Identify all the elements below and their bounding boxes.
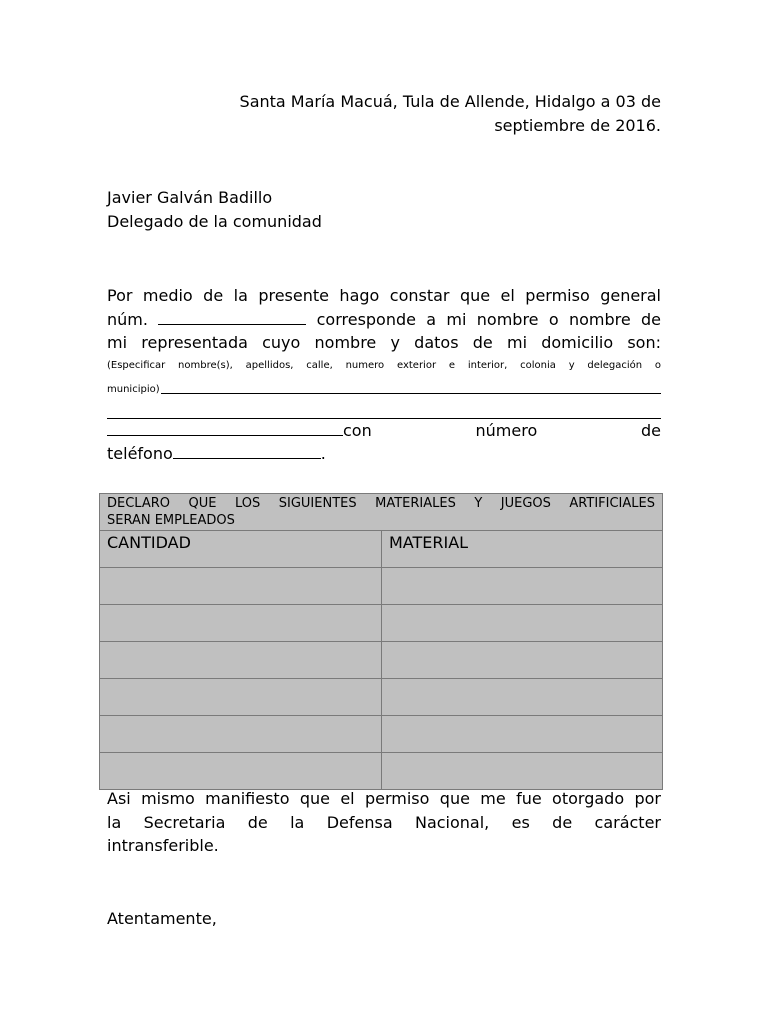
addressee-role: Delegado de la comunidad — [107, 211, 322, 231]
table-row — [100, 716, 663, 753]
table-row — [100, 753, 663, 790]
body-line-1: Por medio de la presente hago constar que el permiso general — [107, 286, 661, 305]
numero-label: número — [475, 420, 538, 440]
table-caption — [100, 494, 663, 531]
phone-line — [107, 419, 661, 443]
body-line-3: mi representada cuyo nombre y datos de mi domicilio son: — [107, 333, 661, 352]
permit-number-blank[interactable] — [158, 310, 306, 325]
table-row — [100, 568, 663, 605]
address-blank-1[interactable] — [161, 393, 661, 394]
telefono-label: teléfono — [107, 444, 173, 463]
material-cell[interactable] — [382, 716, 663, 753]
cantidad-cell[interactable] — [100, 568, 382, 605]
closing-line-3: intransferible. — [107, 836, 219, 855]
table-row — [100, 679, 663, 716]
address-blank-3[interactable] — [107, 421, 343, 436]
signoff: Atentamente, — [107, 909, 217, 928]
date-line-1: Santa María Macuá, Tula de Allende, Hidalgo a 03 de — [239, 92, 661, 111]
permit-number-label: núm. — [107, 309, 148, 329]
cantidad-cell[interactable] — [100, 716, 382, 753]
body-line-2-suffix: corresponde a mi nombre o nombre de — [316, 309, 661, 329]
cantidad-cell[interactable] — [100, 753, 382, 790]
column-header-material: MATERIAL — [382, 531, 663, 568]
specify-instruction-line-2 — [107, 372, 661, 396]
closing-line-2: la Secretaria de la Defensa Nacional, es de carácter — [107, 812, 661, 832]
telefono-line — [107, 442, 661, 466]
table-row — [100, 642, 663, 679]
specify-instruction-line-1: (Especificar nombre(s), apellidos, calle, numero exterior e interior, colonia y delegación o — [107, 359, 661, 371]
table-caption-row — [100, 494, 663, 531]
materials-table — [99, 493, 663, 790]
closing-line-1: Asi mismo manifiesto que el permiso que me fue otorgado por — [107, 789, 661, 808]
column-header-cantidad: CANTIDAD — [100, 531, 382, 568]
cantidad-cell[interactable] — [100, 679, 382, 716]
cantidad-cell[interactable] — [100, 605, 382, 642]
material-cell[interactable] — [382, 679, 663, 716]
table-header-row — [100, 531, 663, 568]
body-line-2 — [107, 308, 661, 332]
specify-instruction-municipio: municipio) — [107, 383, 160, 395]
con-label: con — [343, 420, 372, 440]
material-cell[interactable] — [382, 642, 663, 679]
table-caption-line-2: SERAN EMPLEADOS — [107, 513, 235, 528]
table-row — [100, 605, 663, 642]
table-caption-line-1: DECLARO QUE LOS SIGUIENTES MATERIALES Y JUEGOS ARTIFICIALES — [107, 496, 655, 511]
cantidad-cell[interactable] — [100, 642, 382, 679]
address-blank-2[interactable] — [107, 396, 661, 419]
closing-paragraph — [107, 787, 661, 858]
phone-number-blank[interactable] — [173, 444, 321, 459]
addressee-block — [107, 186, 661, 233]
body-paragraph — [107, 284, 661, 466]
material-cell[interactable] — [382, 605, 663, 642]
material-cell[interactable] — [382, 568, 663, 605]
addressee-name: Javier Galván Badillo — [107, 188, 273, 207]
de-label: de — [641, 420, 661, 440]
date-place-line — [190, 90, 661, 137]
material-cell[interactable] — [382, 753, 663, 790]
telefono-period: . — [320, 444, 326, 463]
date-line-2: septiembre de 2016. — [494, 115, 661, 135]
